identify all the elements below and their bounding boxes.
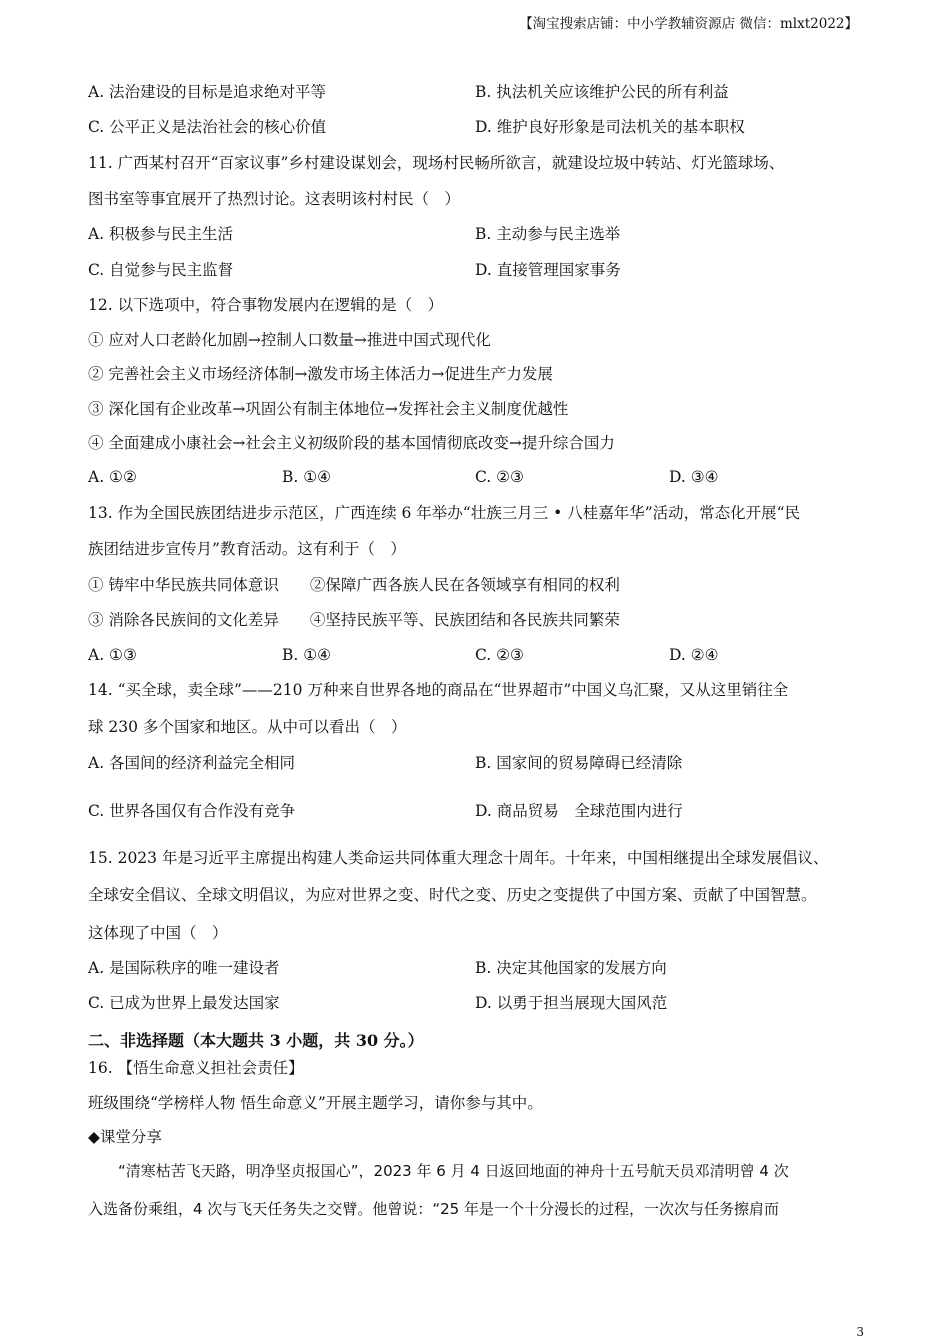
q14-option-d: D. 商品贸易 全球范围内进行 [475, 802, 683, 820]
q12-option-a: A. ①② [88, 468, 137, 486]
q13-option-a: A. ①③ [88, 646, 137, 664]
q14-option-b: B. 国家间的贸易障碍已经清除 [475, 754, 683, 772]
q12-item-3: ③ 深化国有企业改革→巩固公有制主体地位→发挥社会主义制度优越性 [88, 400, 569, 418]
q10-option-c: C. 公平正义是法治社会的核心价值 [88, 118, 327, 136]
q10-option-d: D. 维护良好形象是司法机关的基本职权 [475, 118, 745, 136]
section-heading: 二、非选择题（本大题共 3 小题，共 30 分。） [88, 1031, 424, 1050]
q16-paragraph-line2: 入选备份乘组，4 次与飞天任务失之交臂。他曾说：“25 年是一个十分漫长的过程，一次次与任务擦肩而 [88, 1200, 779, 1218]
q14-option-a: A. 各国间的经济利益完全相同 [88, 754, 296, 772]
q11-stem-line2: 图书室等事宜展开了热烈讨论。这表明该村村民（ ） [88, 190, 461, 208]
q15-stem-line2: 全球安全倡议、全球文明倡议，为应对世界之变、时代之变、历史之变提供了中国方案、贡献了中国智慧。 [88, 886, 817, 904]
q16-intro: 班级围绕“学榜样人物 悟生命意义”开展主题学习，请你参与其中。 [88, 1094, 543, 1112]
q11-option-d: D. 直接管理国家事务 [475, 261, 621, 279]
q11-option-c: C. 自觉参与民主监督 [88, 261, 234, 279]
page-number: 3 [856, 1325, 864, 1339]
q11-option-b: B. 主动参与民主选举 [475, 225, 621, 243]
q13-option-d: D. ②④ [669, 646, 719, 664]
q13-items-1-2: ① 铸牢中华民族共同体意识 ②保障广西各族人民在各领域享有相同的权利 [88, 576, 620, 594]
q15-option-b: B. 决定其他国家的发展方向 [475, 959, 667, 977]
q11-option-a: A. 积极参与民主生活 [88, 225, 234, 243]
q12-stem: 12. 以下选项中，符合事物发展内在逻辑的是（ ） [88, 296, 444, 314]
q16-paragraph-line1: “清寒枯苦飞天路，明净坚贞报国心”，2023 年 6 月 4 日返回地面的神舟十五号航天员邓清明曾 4 次 [118, 1162, 789, 1180]
q13-stem-line2: 族团结进步宣传月”教育活动。这有利于（ ） [88, 540, 406, 558]
q11-stem-line1: 11. 广西某村召开“百家议事”乡村建设谋划会，现场村民畅所欲言，就建设垃圾中转站、灯光篮球场、 [88, 154, 785, 172]
q16-title: 16. 【悟生命意义担社会责任】 [88, 1059, 304, 1077]
q13-stem-line1: 13. 作为全国民族团结进步示范区，广西连续 6 年举办“壮族三月三 • 八桂嘉年华”活动，常态化开展“民 [88, 504, 801, 522]
q12-option-d: D. ③④ [669, 468, 719, 486]
q15-option-a: A. 是国际秩序的唯一建设者 [88, 959, 280, 977]
q12-item-1: ① 应对人口老龄化加剧→控制人口数量→推进中国式现代化 [88, 331, 491, 349]
q15-option-c: C. 已成为世界上最发达国家 [88, 994, 280, 1012]
q14-stem-line1: 14. “买全球，卖全球”——210 万种来自世界各地的商品在“世界超市”中国义乌汇聚，又从这里销往全 [88, 681, 789, 699]
q14-option-c: C. 世界各国仅有合作没有竞争 [88, 802, 296, 820]
q10-option-a: A. 法治建设的目标是追求绝对平等 [88, 83, 327, 101]
q15-stem-line1: 15. 2023 年是习近平主席提出构建人类命运共同体重大理念十周年。十年来，中国相继提出全球发展倡议、 [88, 849, 829, 867]
page-header: 【淘宝搜索店铺：中小学教辅资源店 微信：mlxt2022】 [519, 16, 858, 32]
q13-items-3-4: ③ 消除各民族间的文化差异 ④坚持民族平等、民族团结和各民族共同繁荣 [88, 611, 620, 629]
q15-stem-line3: 这体现了中国（ ） [88, 924, 228, 942]
q13-option-c: C. ②③ [475, 646, 524, 664]
q15-option-d: D. 以勇于担当展现大国风范 [475, 994, 668, 1012]
q10-option-b: B. 执法机关应该维护公民的所有利益 [475, 83, 729, 101]
q12-option-c: C. ②③ [475, 468, 524, 486]
q13-option-b: B. ①④ [282, 646, 332, 664]
q12-item-4: ④ 全面建成小康社会→社会主义初级阶段的基本国情彻底改变→提升综合国力 [88, 434, 615, 452]
q14-stem-line2: 球 230 多个国家和地区。从中可以看出（ ） [88, 718, 407, 736]
q16-share-heading: ◆课堂分享 [88, 1128, 162, 1146]
q12-item-2: ② 完善社会主义市场经济体制→激发市场主体活力→促进生产力发展 [88, 365, 553, 383]
q12-option-b: B. ①④ [282, 468, 332, 486]
